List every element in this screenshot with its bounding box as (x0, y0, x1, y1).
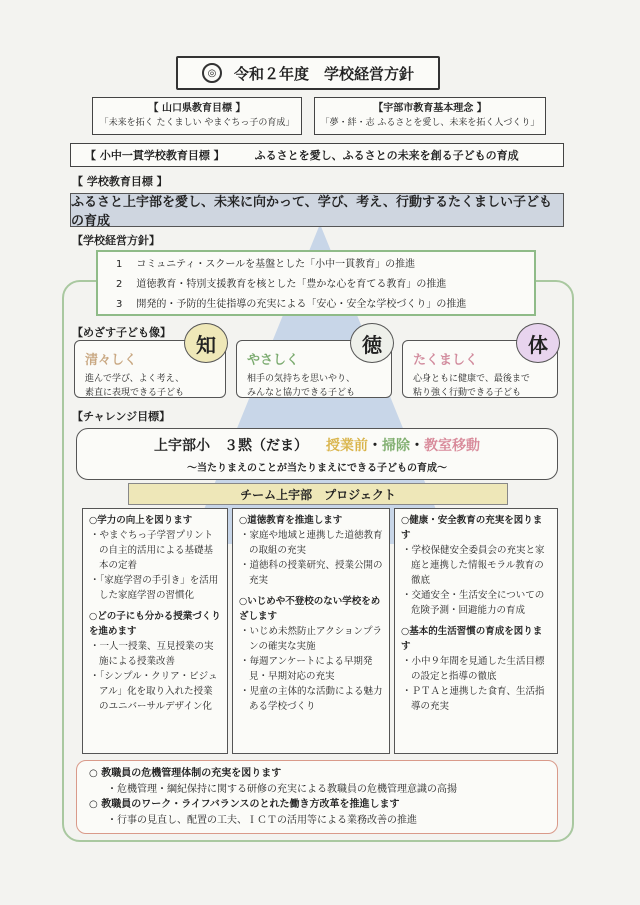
section-heading: ○健康・安全教育の充実を図ります (401, 515, 543, 541)
policy-num: 1 (116, 259, 123, 270)
policy-num: 3 (116, 299, 123, 310)
shochu-goal-text: ふるさとを愛し、ふるさとの未来を創る子どもの育成 (254, 149, 519, 162)
school-goal-label: 【 学校教育目標 】 (72, 175, 168, 188)
challenge-line (154, 435, 480, 455)
child-desc-1: 進んで学び、よく考え、 (85, 374, 185, 384)
challenge-word-1: 授業前 (326, 437, 368, 454)
child-desc-2: みんなと協力できる子ども (247, 388, 356, 398)
prefecture-goal (92, 97, 302, 135)
section-heading: ○ 教職員の危機管理体制の充実を図ります (89, 768, 282, 779)
list-item: ・家庭や地域と連携した道徳教育の取組の充実 (240, 530, 383, 556)
list-item: ・道徳科の授業研究、授業公開の充実 (240, 560, 383, 586)
challenge-dot: ・ (368, 437, 382, 454)
city-goal-text: 「夢・絆・志 ふるさとを愛し、未来を拓く人づくり」 (320, 118, 540, 128)
toku-badge-icon: 徳 (350, 323, 394, 363)
list-item: ・一人一授業、互見授業の実施による授業改善 (90, 641, 214, 667)
school-seal-icon: ◎ (202, 63, 222, 83)
section-heading: ○基本的生活習慣の育成を図ります (401, 626, 543, 652)
list-item: ・いじめ未然防止アクションプランの確実な実施 (240, 626, 383, 652)
child-desc-1: 心身ともに健康で、最後まで (413, 374, 530, 384)
city-goal-heading: 【宇部市教育基本理念 】 (373, 103, 487, 114)
policy-item (116, 295, 516, 315)
chi-badge-icon: 知 (184, 323, 228, 363)
page-title (176, 56, 440, 90)
project-column-3 (394, 508, 558, 754)
challenge-label: 【チャレンジ目標】 (72, 410, 171, 423)
policy-text: 開発的・予防的生徒指導の充実による「安心・安全な学校づくり」の推進 (136, 299, 467, 310)
list-item: ・交通安全・生活安全についての危険予測・回避能力の育成 (402, 590, 545, 616)
child-title: たくましく (413, 353, 479, 368)
challenge-lead: 上宇部小 ３黙（だま） (154, 437, 308, 454)
project-column-2 (232, 508, 390, 754)
policy-label: 【学校経営方針】 (72, 234, 160, 247)
list-item: ・危機管理・綱紀保持に関する研修の充実による教職員の危機管理意識の高揚 (107, 783, 457, 795)
child-desc-1: 相手の気持ちを思いやり、 (247, 374, 356, 384)
policy-item (116, 255, 516, 275)
city-goal (314, 97, 546, 135)
policy-text: 道徳教育・特別支援教育を核とした「豊かな心を育てる教育」の推進 (136, 279, 447, 290)
challenge-subtitle: ～当たりまえのことが当たりまえにできる子どもの育成～ (187, 462, 447, 474)
prefecture-goal-text: 「未来を拓く たくましい やまぐちっ子の育成」 (99, 118, 295, 128)
section-heading: ○学力の向上を図ります (89, 515, 193, 526)
challenge-word-3: 教室移動 (424, 437, 480, 454)
child-title: 清々しく (85, 353, 138, 368)
child-desc-2: 素直に表現できる子ども (85, 388, 185, 398)
children-label: 【めざす子ども像】 (72, 326, 171, 339)
list-item: ・「家庭学習の手引き」を活用した家庭学習の習慣化 (90, 575, 219, 601)
section-heading: ○どの子にも分かる授業づくりを進めます (89, 611, 221, 637)
policy-list (96, 250, 536, 316)
list-item: ・やまぐちっ子学習プリントの自主的活用による基礎基本の定着 (90, 530, 214, 571)
child-title: やさしく (247, 353, 300, 368)
list-item: ・ＰＴＡと連携した食育、生活指導の充実 (402, 686, 545, 712)
section-heading: ○ 教職員のワーク・ライフバランスのとれた働き方改革を推進します (89, 799, 400, 810)
staff-policy-box (76, 760, 558, 834)
policy-text: コミュニティ・スクールを基盤とした「小中一貫教育」の推進 (136, 259, 416, 270)
section-heading: ○道徳教育を推進します (239, 515, 343, 526)
challenge-dot: ・ (410, 437, 424, 454)
title-text: 令和２年度 学校経営方針 (233, 64, 414, 83)
team-project-banner: チーム上宇部 プロジェクト (128, 483, 508, 505)
tai-badge-icon: 体 (516, 323, 560, 363)
child-desc-2: 粘り強く行動できる子ども (413, 388, 522, 398)
project-column-1 (82, 508, 228, 754)
challenge-word-2: 掃除 (382, 437, 410, 454)
shochu-goal-label: 【 小中一貫学校教育目標 】 (85, 149, 225, 162)
section-heading: ○いじめや不登校のない学校をめざします (239, 596, 381, 622)
school-goal-text: ふるさと上宇部を愛し、未来に向かって、学び、考え、行動するたくましい子どもの育成 (70, 193, 564, 227)
list-item: ・児童の主体的な活動による魅力ある学校づくり (240, 686, 383, 712)
list-item: ・毎週アンケートによる早期発見・早期対応の充実 (240, 656, 373, 682)
challenge-box (76, 428, 558, 480)
shochu-goal-bar (70, 143, 564, 167)
list-item: ・小中９年間を見通した生活目標の設定と指導の徹底 (402, 656, 545, 682)
list-item: ・「シンプル・クリア・ビジュアル」化を取り入れた授業のユニバーサルデザイン化 (90, 671, 218, 712)
policy-item (116, 275, 516, 295)
list-item: ・学校保健安全委員会の充実と家庭と連携した情報モラル教育の徹底 (402, 545, 545, 586)
list-item: ・行事の見直し、配置の工夫、ＩＣＴの活用等による業務改善の推進 (107, 814, 417, 826)
prefecture-goal-heading: 【 山口県教育目標 】 (148, 103, 246, 114)
policy-num: 2 (116, 279, 123, 290)
